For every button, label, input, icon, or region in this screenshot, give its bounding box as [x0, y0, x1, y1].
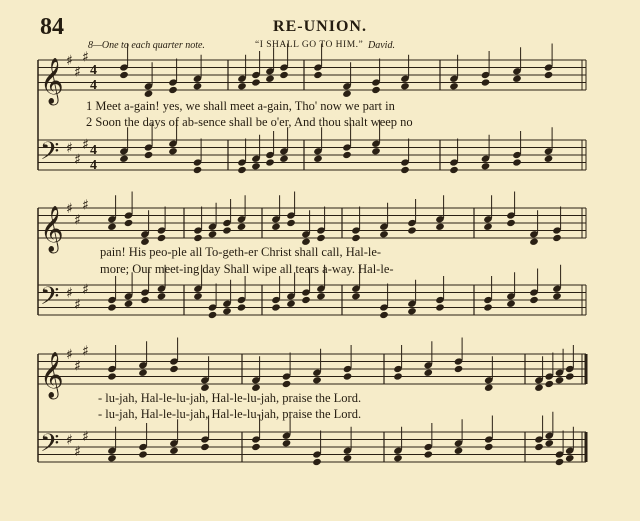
- note-head: [107, 372, 117, 380]
- note-head: [407, 226, 417, 234]
- note-head: [286, 219, 296, 227]
- lyric-line-s3-v2: - lu-jah, Hal-le-lu-jah, Hal-le-lu-jah, praise the Lord.: [98, 407, 362, 421]
- note-head: [379, 311, 389, 319]
- bass-clef: 𝄢: [40, 137, 60, 172]
- note-head: [312, 376, 322, 384]
- note-head: [265, 158, 275, 166]
- note-head: [555, 376, 565, 384]
- sharp-sign: ♯: [66, 53, 73, 69]
- sharp-sign: ♯: [82, 49, 89, 66]
- note-head: [552, 292, 562, 300]
- note-head: [208, 311, 218, 319]
- bass-clef: 𝄢: [40, 282, 60, 317]
- note-head: [169, 447, 179, 455]
- note-head: [193, 82, 203, 90]
- time-signature-bottom: 4: [90, 158, 97, 173]
- note-head: [454, 447, 464, 455]
- note-head: [138, 450, 148, 458]
- note-head: [237, 82, 247, 90]
- note-head: [107, 454, 117, 462]
- note-head: [544, 71, 554, 79]
- note-head: [265, 75, 275, 83]
- lyric-line-s1-v2: 2 Soon the days of ab-sence shall be o'er, And thou shalt weep no: [86, 115, 413, 129]
- note-head: [144, 90, 154, 98]
- note-head: [393, 454, 403, 462]
- note-head: [193, 234, 203, 242]
- note-head: [313, 155, 323, 163]
- note-head: [279, 71, 289, 79]
- lyric-line-s3-v1: - lu-jah, Hal-le-lu-jah, Hal-le-lu-jah, praise the Lord.: [98, 391, 362, 405]
- note-head: [157, 292, 167, 300]
- scripture-source: “I SHALL GO TO HIM.”: [255, 40, 364, 50]
- note-head: [222, 307, 232, 315]
- sharp-sign: ♯: [74, 212, 81, 229]
- note-head: [237, 303, 247, 311]
- sharp-sign: ♯: [66, 347, 73, 363]
- note-head: [169, 365, 179, 373]
- note-head: [286, 300, 296, 308]
- note-head: [144, 151, 154, 159]
- note-head: [313, 71, 323, 79]
- sharp-sign: ♯: [66, 140, 73, 157]
- note-head: [484, 384, 494, 392]
- note-head: [407, 307, 417, 315]
- note-head: [506, 300, 516, 308]
- note-head: [138, 369, 148, 377]
- note-head: [544, 155, 554, 163]
- note-head: [237, 166, 247, 174]
- note-head: [544, 439, 554, 447]
- note-head: [512, 158, 522, 166]
- note-head: [565, 372, 575, 380]
- lyric-line-s2-v2: more; Our meet-ing day Shall wipe all tears a-way. Hal-le-: [100, 262, 394, 276]
- note-head: [107, 223, 117, 231]
- note-head: [481, 78, 491, 86]
- note-head: [512, 75, 522, 83]
- composer: David.: [368, 40, 395, 51]
- note-head: [449, 82, 459, 90]
- note-head: [119, 71, 129, 79]
- sharp-sign: ♯: [74, 64, 81, 81]
- tempo-note: 8—One to each quarter note.: [88, 40, 205, 51]
- note-head: [423, 450, 433, 458]
- note-head: [168, 147, 178, 155]
- note-head: [124, 219, 134, 227]
- note-head: [529, 296, 539, 304]
- note-head: [371, 147, 381, 155]
- note-head: [200, 443, 210, 451]
- lyric-line-s2-v1: pain! His peo-ple all To-geth-er Christ shall call, Hal-le-: [100, 245, 382, 259]
- note-head: [484, 443, 494, 451]
- note-head: [343, 372, 353, 380]
- note-head: [282, 380, 292, 388]
- note-head: [534, 443, 544, 451]
- sharp-sign: ♯: [66, 432, 73, 449]
- treble-clef: 𝄞: [40, 206, 64, 252]
- time-signature-top: 4: [90, 143, 97, 158]
- treble-clef: 𝄞: [40, 58, 64, 104]
- note-head: [400, 166, 410, 174]
- note-head: [379, 230, 389, 238]
- note-head: [316, 292, 326, 300]
- note-head: [423, 369, 433, 377]
- sharp-sign: ♯: [82, 197, 89, 214]
- note-head: [435, 223, 445, 231]
- sharp-sign: ♯: [66, 201, 73, 217]
- note-head: [555, 458, 565, 466]
- note-head: [351, 234, 361, 242]
- note-head: [251, 78, 261, 86]
- hymn-title: RE-UNION.: [273, 18, 367, 35]
- note-head: [271, 223, 281, 231]
- sharp-sign: ♯: [74, 358, 81, 375]
- note-head: [124, 300, 134, 308]
- sharp-sign: ♯: [74, 151, 81, 168]
- note-head: [301, 296, 311, 304]
- note-head: [157, 234, 167, 242]
- note-head: [237, 223, 247, 231]
- note-head: [393, 372, 403, 380]
- sharp-sign: ♯: [66, 285, 73, 302]
- note-head: [454, 365, 464, 373]
- time-signature-bottom: 4: [90, 78, 97, 93]
- note-head: [529, 238, 539, 246]
- note-head: [483, 223, 493, 231]
- note-head: [400, 82, 410, 90]
- note-head: [312, 458, 322, 466]
- note-head: [343, 454, 353, 462]
- note-head: [193, 166, 203, 174]
- lyric-line-s1-v1: 1 Meet a-gain! yes, we shall meet a-gain, Tho' now we part in: [86, 99, 395, 113]
- note-head: [552, 234, 562, 242]
- treble-clef: 𝄞: [40, 352, 64, 398]
- note-head: [193, 292, 203, 300]
- note-head: [251, 443, 261, 451]
- note-head: [222, 226, 232, 234]
- sharp-sign: ♯: [82, 343, 89, 360]
- note-head: [534, 384, 544, 392]
- sharp-sign: ♯: [82, 281, 89, 298]
- note-head: [208, 230, 218, 238]
- sharp-sign: ♯: [74, 443, 81, 460]
- sharp-sign: ♯: [82, 136, 89, 153]
- note-head: [251, 162, 261, 170]
- note-head: [282, 439, 292, 447]
- note-head: [342, 90, 352, 98]
- bass-clef: 𝄢: [40, 429, 60, 464]
- note-head: [351, 292, 361, 300]
- sharp-sign: ♯: [82, 428, 89, 445]
- note-head: [342, 151, 352, 159]
- note-head: [506, 219, 516, 227]
- page-number: 84: [40, 14, 64, 40]
- note-head: [168, 86, 178, 94]
- note-head: [140, 296, 150, 304]
- note-head: [279, 155, 289, 163]
- note-head: [107, 303, 117, 311]
- note-head: [483, 303, 493, 311]
- note-head: [271, 303, 281, 311]
- note-head: [544, 380, 554, 388]
- note-head: [119, 155, 129, 163]
- note-head: [316, 234, 326, 242]
- note-head: [481, 162, 491, 170]
- time-signature-top: 4: [90, 63, 97, 78]
- note-head: [565, 454, 575, 462]
- note-head: [435, 303, 445, 311]
- note-head: [371, 86, 381, 94]
- sharp-sign: ♯: [74, 296, 81, 313]
- note-head: [449, 166, 459, 174]
